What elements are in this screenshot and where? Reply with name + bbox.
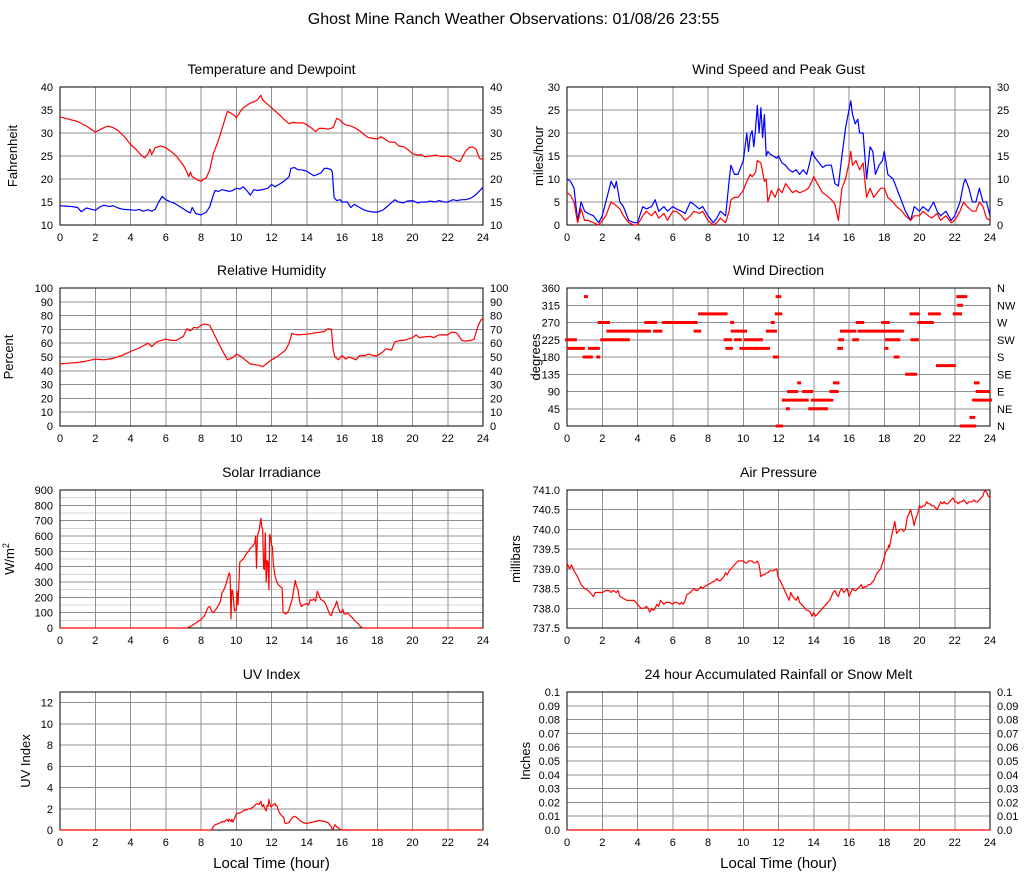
y-tick-label: 0	[46, 623, 53, 635]
x-tick-label: 10	[737, 232, 750, 244]
y-tick-label: 90	[40, 296, 53, 309]
y-tick-label: 70	[40, 324, 53, 337]
x-tick-label: 18	[878, 232, 891, 244]
y-tick-label: 30	[40, 128, 53, 140]
page-title: Ghost Mine Ranch Weather Observations: 01/08/26 23:55	[307, 11, 720, 28]
y-tick-label: 135	[541, 369, 560, 382]
x-tick-label: 14	[807, 232, 820, 244]
x-tick-label: 4	[127, 232, 134, 244]
x-tick-label: 14	[807, 433, 820, 445]
y-tick-label: 740.0	[532, 524, 560, 537]
y-tick-label: 45	[547, 403, 560, 416]
x-tick-label: 0	[563, 433, 571, 445]
x-tick-label: 6	[162, 232, 169, 244]
x-tick-label: 2	[599, 433, 606, 445]
x-tick-label: 6	[669, 635, 676, 647]
x-tick-label: 12	[265, 232, 278, 244]
y-tick-label: 15	[40, 197, 53, 209]
y-tick-label: 0.05	[538, 756, 560, 768]
x-tick-label: 8	[197, 232, 205, 244]
y-tick-label: 700	[34, 515, 53, 528]
x-tick-label: 10	[737, 635, 750, 647]
x-tick-label: 2	[92, 433, 99, 445]
y-right-label: 0	[490, 421, 497, 433]
y-right-label: NW	[997, 300, 1016, 313]
y-right-label: SW	[997, 334, 1015, 347]
x-tick-label: 6	[669, 837, 676, 849]
y-tick-label: 0	[553, 421, 560, 433]
x-tick-label: 24	[983, 433, 997, 445]
x-tick-label: 18	[371, 232, 384, 244]
y-tick-label: 0.06	[538, 742, 560, 755]
x-tick-label: 12	[772, 837, 785, 849]
gridlines	[60, 692, 483, 830]
x-tick-label: 20	[406, 433, 419, 445]
x-tick-label: 16	[842, 837, 856, 849]
x-tick-label: 20	[913, 635, 926, 647]
x-tick-label: 0	[563, 837, 571, 849]
chart-title: Air Pressure	[739, 464, 818, 480]
x-tick-label: 10	[230, 232, 243, 244]
x-tick-label: 18	[878, 635, 891, 647]
x-tick-label: 24	[476, 232, 490, 244]
y-right-label: N	[997, 421, 1005, 433]
y-tick-label: 360	[541, 283, 560, 295]
x-tick-label: 2	[92, 232, 99, 244]
chart-wind_speed	[507, 55, 1027, 255]
x-tick-label: 6	[669, 232, 676, 244]
y-right-label: 40	[490, 82, 503, 94]
y-right-label: NE	[997, 403, 1013, 416]
x-tick-label: 12	[772, 232, 785, 244]
y-right-label: 10	[490, 220, 503, 232]
y-tick-label: 738.0	[532, 603, 560, 616]
x-tick-label: 22	[441, 232, 454, 244]
y-right-label: 40	[490, 365, 503, 378]
y-right-label: E	[997, 386, 1005, 399]
x-tick-label: 12	[772, 635, 785, 647]
y-tick-label: 6	[46, 761, 53, 774]
x-axis-label: Local Time (hour)	[720, 855, 837, 872]
x-tick-label: 22	[441, 837, 454, 849]
y-tick-label: 741.0	[532, 485, 560, 497]
y-tick-label: 20	[40, 393, 53, 406]
y-right-label: 20	[997, 128, 1010, 140]
y-right-label: 0.07	[997, 728, 1019, 741]
y-right-label: 50	[490, 352, 503, 364]
x-tick-label: 4	[127, 635, 134, 647]
y-right-label: 15	[490, 197, 503, 209]
y-tick-label: 0.02	[538, 797, 560, 810]
x-tick-label: 4	[634, 837, 641, 849]
y-tick-label: 270	[541, 317, 560, 330]
y-tick-label: 80	[40, 310, 53, 323]
chart-title: Wind Direction	[732, 262, 825, 278]
x-tick-label: 0	[56, 635, 64, 647]
y-tick-label: 800	[34, 500, 53, 513]
x-tick-label: 14	[300, 837, 313, 849]
y-tick-label: 0	[553, 220, 560, 232]
y-right-label: 0.04	[997, 769, 1019, 782]
x-tick-label: 10	[230, 837, 243, 849]
y-tick-label: 35	[40, 105, 53, 117]
x-tick-label: 24	[983, 635, 997, 647]
x-tick-label: 12	[265, 433, 278, 445]
y-tick-label: 0.1	[544, 687, 560, 699]
x-tick-label: 16	[335, 433, 349, 445]
y-tick-label: 30	[40, 379, 53, 392]
y-tick-label: 10	[40, 220, 53, 232]
y-right-label: 20	[490, 393, 503, 406]
x-tick-label: 6	[162, 433, 169, 445]
chart-rainfall	[507, 660, 1027, 878]
x-tick-label: 18	[371, 635, 384, 647]
x-tick-label: 18	[878, 433, 891, 445]
chart-solar	[0, 458, 520, 658]
x-tick-label: 20	[913, 232, 926, 244]
chart-title: Wind Speed and Peak Gust	[692, 61, 865, 77]
y-tick-label: 25	[40, 151, 53, 163]
x-tick-label: 12	[772, 433, 785, 445]
chart-title: Solar Irradiance	[222, 464, 321, 480]
y-tick-label: 100	[34, 607, 53, 620]
y-right-label: 25	[490, 151, 503, 163]
x-tick-label: 14	[300, 232, 313, 244]
y-tick-label: 315	[541, 300, 560, 313]
x-tick-label: 16	[842, 433, 856, 445]
y-axis-label: Inches	[518, 741, 533, 781]
chart-title: Temperature and Dewpoint	[187, 61, 356, 77]
y-right-label: 0.01	[997, 811, 1019, 824]
y-right-label: 90	[490, 296, 503, 309]
x-tick-label: 12	[265, 837, 278, 849]
x-tick-label: 16	[335, 635, 349, 647]
x-tick-label: 2	[92, 635, 99, 647]
x-tick-label: 22	[948, 232, 961, 244]
y-tick-label: 0.03	[538, 783, 560, 796]
y-tick-label: 20	[547, 128, 560, 140]
y-right-label: 0.09	[997, 700, 1019, 713]
x-tick-label: 8	[704, 837, 712, 849]
y-right-label: 0.05	[997, 756, 1019, 768]
x-tick-label: 8	[704, 232, 712, 244]
x-tick-label: 10	[737, 433, 750, 445]
x-tick-label: 8	[197, 433, 205, 445]
y-tick-label: 900	[34, 485, 53, 497]
y-right-label: 30	[490, 128, 503, 140]
x-tick-label: 0	[56, 232, 64, 244]
x-tick-label: 22	[441, 635, 454, 647]
x-tick-label: 22	[948, 433, 961, 445]
y-axis-label: millibars	[508, 535, 523, 583]
x-tick-label: 18	[878, 837, 891, 849]
y-right-label: 100	[490, 283, 509, 295]
y-tick-label: 739.5	[532, 544, 560, 557]
y-tick-label: 10	[40, 718, 53, 731]
x-tick-label: 4	[127, 837, 134, 849]
x-tick-label: 20	[913, 433, 926, 445]
x-tick-label: 8	[704, 635, 712, 647]
x-tick-label: 2	[599, 232, 606, 244]
x-tick-label: 2	[599, 635, 606, 647]
y-axis-label: Percent	[1, 334, 16, 380]
x-tick-label: 24	[476, 635, 490, 647]
x-tick-label: 4	[634, 635, 641, 647]
x-tick-label: 24	[983, 837, 997, 849]
y-right-label: 20	[490, 174, 503, 186]
x-tick-label: 10	[737, 837, 750, 849]
x-tick-label: 4	[634, 232, 641, 244]
x-tick-label: 0	[56, 837, 64, 849]
y-tick-label: 740.5	[532, 504, 560, 517]
gridlines	[567, 692, 990, 830]
y-tick-label: 400	[34, 561, 53, 574]
x-tick-label: 6	[669, 433, 676, 445]
y-tick-label: 25	[547, 105, 560, 117]
y-tick-label: 737.5	[532, 623, 560, 635]
gridlines	[567, 490, 990, 628]
x-tick-label: 2	[599, 837, 606, 849]
x-tick-label: 18	[371, 433, 384, 445]
x-tick-label: 6	[162, 837, 169, 849]
y-axis-label: $W/m^2$	[1, 543, 17, 575]
y-tick-label: 0.09	[538, 700, 560, 713]
x-tick-label: 18	[371, 837, 384, 849]
y-right-label: 0	[997, 220, 1004, 232]
x-tick-label: 20	[406, 232, 419, 244]
y-right-label: 0.0	[997, 825, 1013, 837]
y-tick-label: 0	[46, 825, 53, 837]
y-tick-label: 15	[547, 151, 560, 163]
y-tick-label: 225	[541, 334, 560, 347]
x-tick-label: 14	[807, 837, 820, 849]
x-tick-label: 24	[476, 433, 490, 445]
x-tick-label: 14	[300, 635, 313, 647]
x-axis-label: Local Time (hour)	[213, 855, 330, 872]
x-tick-label: 12	[265, 635, 278, 647]
x-tick-label: 4	[634, 433, 641, 445]
y-tick-label: 739.0	[532, 563, 560, 576]
x-tick-label: 16	[335, 232, 349, 244]
y-axis-label: UV Index	[18, 734, 33, 788]
y-tick-label: 40	[40, 82, 53, 94]
y-tick-label: 600	[34, 531, 53, 543]
y-right-label: 0.02	[997, 797, 1019, 810]
x-tick-label: 22	[441, 433, 454, 445]
y-right-label: W	[997, 317, 1008, 330]
y-axis-label: Fahrenheit	[5, 124, 20, 188]
y-tick-label: 2	[46, 803, 53, 816]
y-tick-label: 8	[46, 740, 53, 753]
y-tick-label: 30	[547, 82, 560, 94]
chart-title: UV Index	[242, 666, 301, 682]
y-tick-label: 60	[40, 338, 53, 351]
y-tick-label: 0.04	[538, 769, 560, 782]
y-right-label: SE	[997, 369, 1012, 382]
y-right-label: 70	[490, 324, 503, 337]
y-tick-label: 5	[553, 197, 560, 209]
y-right-label: 30	[997, 82, 1010, 94]
y-right-label: 5	[997, 197, 1004, 209]
y-tick-label: 4	[46, 782, 53, 795]
y-tick-label: 100	[34, 283, 53, 295]
chart-temperature	[0, 55, 520, 255]
x-tick-label: 10	[230, 635, 243, 647]
y-tick-label: 0.0	[544, 825, 560, 837]
x-tick-label: 8	[197, 837, 205, 849]
x-tick-label: 2	[92, 837, 99, 849]
chart-pressure	[507, 458, 1027, 658]
x-tick-label: 14	[807, 635, 820, 647]
y-right-label: 25	[997, 105, 1010, 117]
y-tick-label: 300	[34, 577, 53, 589]
x-tick-label: 10	[230, 433, 243, 445]
chart-wind_direction	[507, 256, 1027, 456]
y-tick-label: 200	[34, 592, 53, 605]
x-tick-label: 16	[842, 232, 856, 244]
y-tick-label: 10	[547, 174, 560, 186]
y-tick-label: 0.08	[538, 714, 560, 727]
y-tick-label: 40	[40, 365, 53, 378]
chart-humidity	[0, 256, 520, 456]
x-tick-label: 0	[563, 232, 571, 244]
y-tick-label: 180	[541, 352, 560, 364]
y-tick-label: 90	[547, 386, 560, 399]
x-tick-label: 16	[335, 837, 349, 849]
y-tick-label: 20	[40, 174, 53, 186]
y-tick-label: 0.07	[538, 728, 560, 741]
x-tick-label: 14	[300, 433, 313, 445]
y-tick-label: 500	[34, 546, 53, 559]
x-tick-label: 16	[842, 635, 856, 647]
y-right-label: 0.1	[997, 687, 1013, 699]
x-tick-label: 6	[162, 635, 169, 647]
x-tick-label: 24	[983, 232, 997, 244]
x-tick-label: 4	[127, 433, 134, 445]
x-tick-label: 20	[913, 837, 926, 849]
y-tick-label: 10	[40, 407, 53, 420]
x-tick-label: 20	[406, 635, 419, 647]
y-tick-label: 12	[40, 697, 53, 710]
y-right-label: 0.06	[997, 742, 1019, 755]
gridlines	[60, 288, 483, 426]
y-right-label: 35	[490, 105, 503, 117]
x-tick-label: 0	[563, 635, 571, 647]
y-right-label: 0.08	[997, 714, 1019, 727]
x-tick-label: 22	[948, 635, 961, 647]
chart-title: 24 hour Accumulated Rainfall or Snow Melt	[644, 666, 913, 682]
chart-title: Relative Humidity	[217, 262, 326, 278]
y-tick-label: 0.01	[538, 811, 560, 824]
y-right-label: S	[997, 352, 1005, 364]
y-tick-label: 0	[46, 421, 53, 433]
y-right-label: 10	[490, 407, 503, 420]
y-tick-label: 50	[40, 352, 53, 364]
x-tick-label: 24	[476, 837, 490, 849]
x-tick-label: 22	[948, 837, 961, 849]
y-right-label: 30	[490, 379, 503, 392]
y-right-label: 10	[997, 174, 1010, 186]
y-axis-label: degrees	[528, 333, 543, 381]
y-axis-label: miles/hour	[531, 126, 546, 186]
y-right-label: 80	[490, 310, 503, 323]
y-right-label: 60	[490, 338, 503, 351]
x-tick-label: 8	[704, 433, 712, 445]
x-tick-label: 8	[197, 635, 205, 647]
chart-uv	[0, 660, 520, 878]
x-tick-label: 0	[56, 433, 64, 445]
y-tick-label: 738.5	[532, 583, 560, 596]
x-tick-label: 20	[406, 837, 419, 849]
y-right-label: 15	[997, 151, 1010, 163]
y-right-label: 0.03	[997, 783, 1019, 796]
y-right-label: N	[997, 283, 1005, 295]
